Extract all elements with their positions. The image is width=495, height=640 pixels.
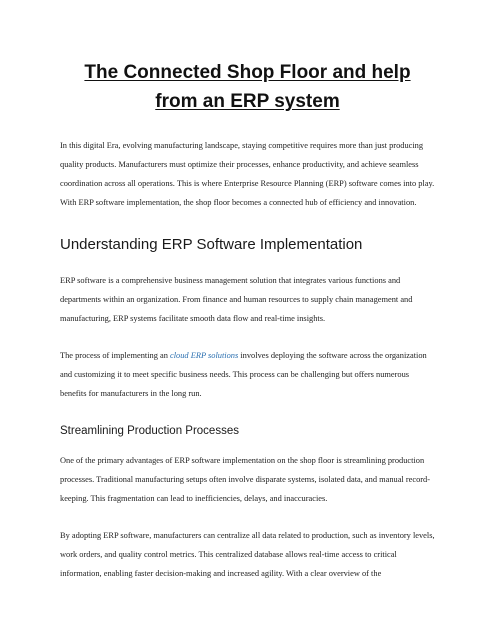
section2-paragraph-1: One of the primary advantages of ERP software implementation on the shop floor is streamlining production processes. Traditional manufacturing setups often involve disparate systems, isolated data, and manual record-keeping. This fragmentation can lead to inefficiencies, delays, and inaccuracies. — [60, 456, 431, 503]
section1-paragraph-1: ERP software is a comprehensive business management solution that integrates various functions and departments within an organization. From finance and human resources to supply chain management and manufacturing, ERP systems facilitate smooth data flow and real-time insights. — [60, 276, 413, 323]
cloud-erp-solutions-link[interactable]: cloud ERP solutions — [170, 351, 239, 360]
section2-paragraph-2: By adopting ERP software, manufacturers can centralize all data related to production, such as inventory levels, work orders, and quality control metrics. This centralized database allows real-time access to critical information, enabling faster decision-making and increased agility. With a clear overview of the — [60, 531, 435, 578]
section1-paragraph-2 — [60, 346, 435, 403]
page-title: The Connected Shop Floor and help from an ERP system — [84, 62, 411, 112]
section-heading-erp-implementation: Understanding ERP Software Implementation — [60, 236, 363, 253]
para2-text-before: The process of implementing an — [60, 351, 171, 360]
section-heading-streamlining: Streamlining Production Processes — [60, 425, 239, 437]
intro-paragraph: In this digital Era, evolving manufacturing landscape, staying competitive requires more than just producing quality products. Manufacturers must optimize their processes, enhance productivity, and achieve seamless coordination across all operations. This is where Enterprise Resource Planning (ERP) software comes into play. With ERP software implementation, the shop floor becomes a connected hub of efficiency and innovation. — [60, 141, 435, 207]
para2-text-after: involves deploying the software across the organization and customizing it to meet specific business needs. This process can be challenging but offers numerous benefits for manufacturers in the long run. — [60, 351, 427, 398]
